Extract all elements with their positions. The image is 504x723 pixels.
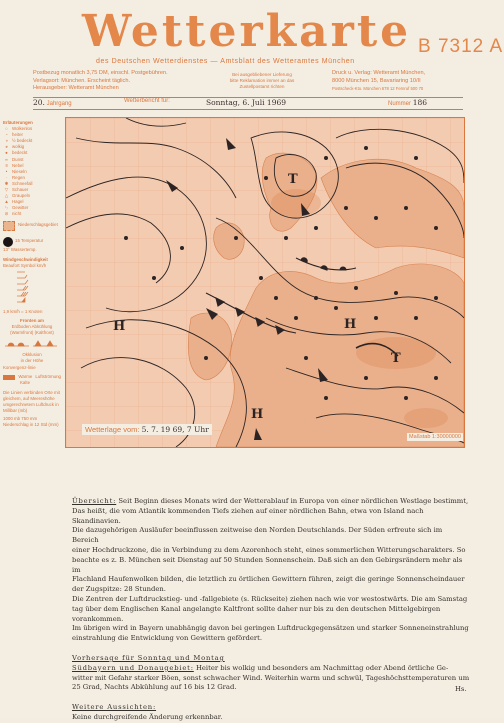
temperature-label: 15 Temperatur xyxy=(15,238,44,244)
publication-info-right xyxy=(332,70,472,93)
occlusion-label: Okklusion xyxy=(22,352,42,358)
legend-title: Erläuterungen xyxy=(3,120,33,125)
overview-line: Die Zentren der Luftdruckstieg- und -fallgebiete (s. Rückseite) ziehen nach wie vor westostwärts. Die am Samstag xyxy=(72,594,468,603)
report-date: Sonntag, 6. Juli 1969 xyxy=(206,98,287,107)
printer: Druck u. Verlag: Wetteramt München, xyxy=(332,70,426,76)
wind-symbols xyxy=(3,269,59,307)
legend-symbol-icon: ∙ xyxy=(5,174,8,180)
svg-text:T: T xyxy=(288,172,298,187)
warm-label: Warme xyxy=(18,373,33,379)
legend-label: Nebel xyxy=(12,162,24,168)
publication-number: B 7312 A xyxy=(418,36,504,57)
issue-number-value: 186 xyxy=(412,98,428,107)
legend-label: nicht xyxy=(12,211,22,217)
airflow-arrow-icon xyxy=(3,375,15,380)
legend-symbol-icon: △ xyxy=(4,193,9,199)
delivery-note xyxy=(208,72,316,90)
delivery-note-line: Bei ausgebliebener Lieferung xyxy=(232,72,292,77)
map-date-label xyxy=(82,424,212,435)
legend-symbol-icon: ≡ xyxy=(5,162,8,168)
precip-label: Niederschlagsgebiet xyxy=(18,222,58,228)
svg-text:H: H xyxy=(344,317,357,332)
svg-text:T: T xyxy=(391,351,401,366)
legend-symbol-icon: ▲ xyxy=(4,199,9,205)
overview-line: einstrahlung die Entwicklung von Gewittern gefördert. xyxy=(72,634,262,643)
forecast-heading: Vorhersage für Sonntag und Montag xyxy=(72,653,225,662)
publisher: Herausgeber: Wetteramt München xyxy=(33,85,119,91)
legend-label: Regen xyxy=(12,174,25,180)
overview-line: Das heißt, die vom Atlantik kommenden Tiefs ziehen auf einer nördlichen Bahn, etwa von Island nach Skandinavien. xyxy=(72,506,424,525)
weather-map xyxy=(65,117,465,448)
legend-label: Schneefall xyxy=(12,180,33,186)
pressure-units: 1000 mb 750 mm xyxy=(3,416,38,422)
legend-label: Hagel xyxy=(12,199,24,205)
author-initials: Hs. xyxy=(455,685,467,693)
legend-item xyxy=(3,211,61,217)
postal-price: Postbezug monatlich 3,75 DM, einschl. Postgebühren. xyxy=(33,70,168,76)
legend-symbol-icon: ○ xyxy=(5,126,8,132)
forecast-line: witter mit Gefahr starker Böen, sonst schwacher Wind. Weiterhin warm und schwül, Tageshöchsttemperaturen um xyxy=(72,673,470,682)
svg-text:H: H xyxy=(251,407,264,422)
report-label: Wetterbericht für: xyxy=(124,98,170,104)
legend-label: ½ bedeckt xyxy=(12,138,33,144)
issue-number xyxy=(388,98,427,107)
issue-year xyxy=(33,98,72,107)
legend-label: Gewitter xyxy=(12,205,29,211)
overview-line: Flachland Haufenwolken bilden, die letztlich zu örtlichen Gewittern führen, zeigt die geringe Sonnenscheindauer xyxy=(72,575,465,584)
issue-number-label: Nummer xyxy=(388,101,412,107)
legend-label: Graupeln xyxy=(12,193,31,199)
legend-symbol-icon: ∞ xyxy=(4,156,9,162)
delivery-note-line: bitte Reklamation immer an das xyxy=(229,78,295,83)
overview-line: beachte es z. B. München seit Dienstag auf 50 Stunden Sonnenschein. Daß sich an den Gebirgsrändern mehr als im xyxy=(72,555,463,574)
legend-symbol-icon: ✱ xyxy=(4,180,9,186)
legend-precip xyxy=(3,221,61,231)
legend-symbol-icon: • xyxy=(5,168,8,174)
overview-text: Seit Beginn dieses Monats wird der Wetterablauf in Europa von einer nördlichen Westlage bestimmt, xyxy=(118,497,469,505)
weather-map-drawing xyxy=(66,118,464,447)
legend-label: Dunst xyxy=(12,156,24,162)
fronts-subtitle-2: (Warmfront) (Kaltfront) xyxy=(10,330,54,336)
altitude-label: in der Höhe xyxy=(20,358,44,364)
overview-line: Die dazugehörigen Ausläufer beeinflussen zeitweise den Norden Deutschlands. Der Süden erfreute sich im Bereich xyxy=(72,526,443,545)
forecast-line xyxy=(72,664,470,674)
precip-units: Niederschlag in 12 Std (mm) xyxy=(3,422,59,428)
airflow-legend xyxy=(3,374,61,380)
forecast-line: 25 Grad, Nachts Abkühlung auf 16 bis 12 Grad. xyxy=(72,683,237,692)
overview-line: der Zugspitze: 28 Stunden. xyxy=(72,585,166,594)
fronts-title: Fronten am xyxy=(20,317,44,323)
overview-line: tag über dem Englischen Kanal angelangte Kaltfront sollte daher nur bis zu den deutschen Mittelgebirgen vorankommen. xyxy=(72,604,441,623)
fronts-subtitle: Erdboden Abkühlung xyxy=(11,324,53,330)
legend-label: Schauer xyxy=(12,187,29,193)
year-number: 20. xyxy=(33,98,45,107)
legend-label: heiter xyxy=(12,132,23,138)
overview-heading: Übersicht: xyxy=(72,497,117,505)
legend-symbol-icon: ● xyxy=(5,150,8,156)
legend-symbol-icon: ㄣ xyxy=(4,205,9,211)
legend-label: wolkig xyxy=(12,144,25,150)
spacer xyxy=(72,693,470,703)
map-scale: Maßstab 1:30000000 xyxy=(409,434,461,440)
newspaper-title: Wetterkarte xyxy=(82,6,412,57)
station-dot-icon xyxy=(3,237,13,247)
outlook-text: Keine durchgreifende Änderung erkennbar. xyxy=(72,712,223,721)
publication-place: Verlagsort: München. Erscheint täglich. xyxy=(33,77,131,84)
address: 8000 München 15, Bavariaring 10/II xyxy=(332,77,421,84)
convergence-label: Konvergenz-linie xyxy=(3,364,36,370)
wind-subtitle: Beaufort Symbol km/h xyxy=(3,262,47,268)
forecast-text: Heiter bis wolkig und besonders am Nachmittag oder Abend örtliche Ge- xyxy=(195,663,449,672)
legend-label: Wolkenlos xyxy=(12,126,33,132)
weather-report-text xyxy=(72,497,470,723)
airflow-label: Luftströmung xyxy=(35,373,61,379)
legend-station xyxy=(3,237,61,247)
legend-symbol-icon: ◔ xyxy=(5,132,8,138)
map-date-value: 5. 7. 19 69, 7 Uhr xyxy=(141,425,209,434)
wind-knots: 1,9 km/h = 1 Knoten xyxy=(3,308,43,314)
water-temp-label: 13° Wassertemp. xyxy=(3,246,37,252)
legend-symbol-icon: ▽ xyxy=(4,187,9,193)
publication-info-left xyxy=(33,70,203,93)
isobar-note: Die Linien verbinden Orte mit gleichem, auf Meereshöhe umgerechnetem Luftdruck in Millibar (mb) xyxy=(3,389,60,414)
header-rule-lower xyxy=(33,109,463,110)
newspaper-subtitle: des Deutschen Wetterdienstes — Amtsblatt des Wetteramtes München xyxy=(96,58,355,65)
legend-label: bedeckt xyxy=(12,150,28,156)
overview-line xyxy=(72,497,470,507)
cold-label: Kalte xyxy=(20,379,31,385)
legend-items xyxy=(3,126,61,217)
overview-line: Im übrigen wird in Bayern unabhängig davon bei geringen Luftdruckgegensätzen und starker Sonneneinstrahlung xyxy=(72,624,469,633)
wind-title: Windgeschwindigkeit xyxy=(3,256,48,262)
front-symbols xyxy=(3,336,59,350)
legend-symbol-icon: ◑ xyxy=(5,138,8,144)
account-info: Postscheck-Kto. München 678 12 Fernruf 500 70 xyxy=(332,86,424,91)
forecast-region: Südbayern und Donaugebiet: xyxy=(72,663,194,672)
overview-line: einer Hochdruckzone, die in Verbindung zu dem Azorenhoch steht, eines sommerlichen Witterungscharakters. So xyxy=(72,545,466,554)
svg-text:H: H xyxy=(113,319,126,334)
legend-symbol-icon: ⊘ xyxy=(4,211,9,217)
map-legend xyxy=(3,120,61,482)
delivery-note-line: Zustellpostamt richten xyxy=(239,84,285,89)
year-label: Jahrgang xyxy=(46,101,72,107)
outlook-heading: Weitere Aussichten: xyxy=(72,703,157,712)
map-date-prefix: Wetterlage vom: xyxy=(85,425,140,434)
precip-swatch xyxy=(3,221,15,231)
legend-label: Nieseln xyxy=(12,168,27,174)
spacer xyxy=(72,644,470,654)
legend-symbol-icon: ◕ xyxy=(5,144,8,150)
